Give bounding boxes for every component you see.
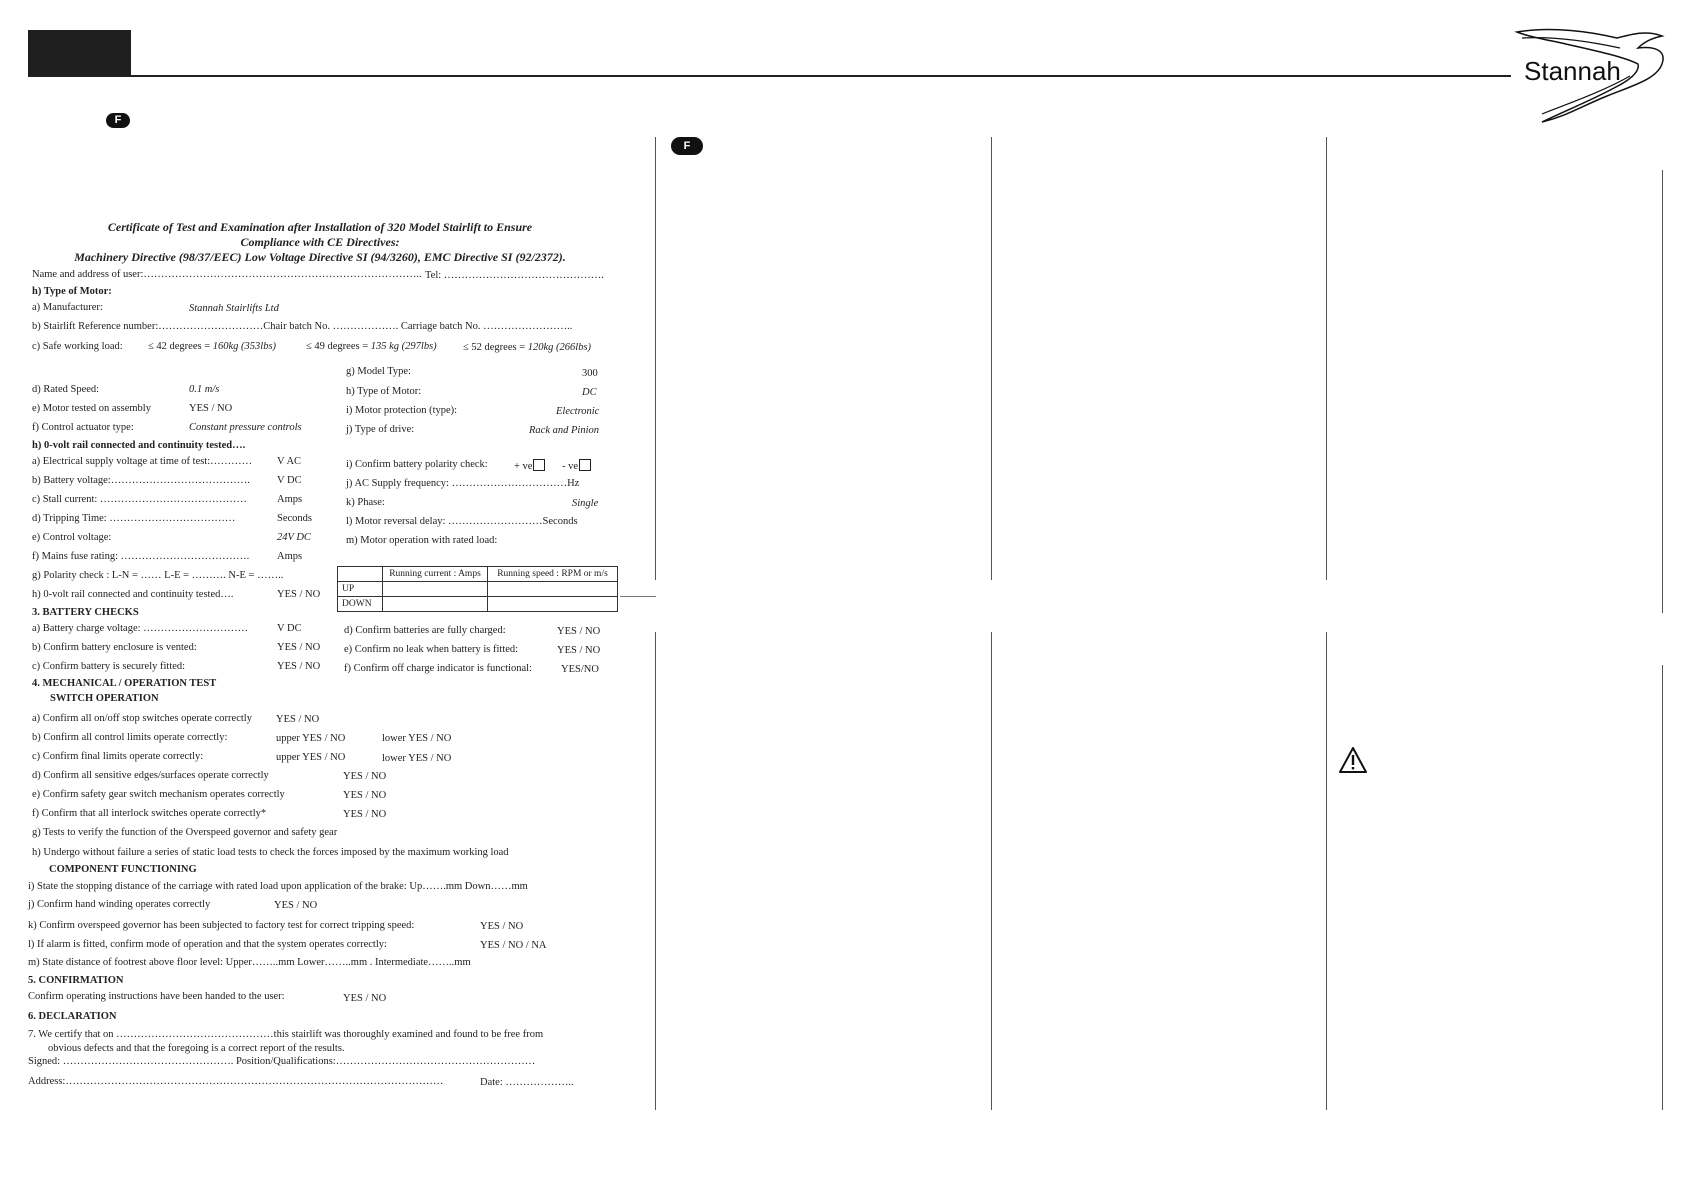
- load-52: ≤ 52 degrees = 120kg (266lbs): [463, 342, 592, 353]
- field-value: YES / NO: [343, 790, 387, 801]
- field-value: upper YES / NO: [276, 752, 346, 763]
- column-divider: [655, 137, 656, 580]
- motor-load-table: [337, 566, 618, 612]
- checkbox-negative[interactable]: [579, 459, 591, 471]
- field-value: YES / NO: [480, 921, 524, 932]
- field-label: i) State the stopping distance of the carriage with rated load upon application of the brake: Up…….mm Down……mm: [28, 881, 528, 892]
- field-label: b) Stairlift Reference number:…………………………Chair batch No. ………………. Carriage batch No. ……………………..: [32, 321, 573, 332]
- field-label: e) Confirm no leak when battery is fitted:: [344, 644, 519, 655]
- field-value: lower YES / NO: [382, 753, 452, 764]
- field-unit: Seconds: [277, 513, 312, 524]
- field-value: YES / NO: [277, 661, 321, 672]
- signed-line: Signed: …………………………………………. Position/Qualifications:…………………………………………………: [28, 1056, 536, 1067]
- section-heading: h) 0-volt rail connected and continuity tested….: [32, 440, 246, 451]
- field-value: lower YES / NO: [382, 733, 452, 744]
- field-value: YES / NO: [277, 642, 321, 653]
- field-label: d) Rated Speed:: [32, 384, 100, 395]
- polarity-positive: + ve: [514, 459, 545, 473]
- language-badge-left: F: [106, 113, 130, 128]
- section-heading: 5. CONFIRMATION: [28, 975, 124, 986]
- field-label: f) Mains fuse rating: ……………………………….: [32, 551, 250, 562]
- subsection-heading: COMPONENT FUNCTIONING: [49, 864, 197, 875]
- field-value: Electronic: [556, 406, 600, 417]
- field-label: g) Tests to verify the function of the Overspeed governor and safety gear: [32, 827, 338, 838]
- section-heading: 3. BATTERY CHECKS: [32, 607, 139, 618]
- field-unit: V DC: [277, 475, 302, 486]
- field-value: YES / NO: [274, 900, 318, 911]
- field-value: YES / NO: [557, 645, 601, 656]
- field-unit: Amps: [277, 494, 303, 505]
- field-label: b) Confirm all control limits operate correctly:: [32, 732, 228, 743]
- field-label: k) Confirm overspeed governor has been subjected to factory test for correct tripping speed:: [28, 920, 415, 931]
- table-cell: [383, 582, 488, 597]
- user-name-address: Name and address of user:……………………………………………………………………..: [32, 269, 422, 280]
- field-label: d) Confirm batteries are fully charged:: [344, 625, 506, 636]
- field-label: h) 0-volt rail connected and continuity tested….: [32, 589, 234, 600]
- row-divider: [620, 596, 656, 597]
- load-49: ≤ 49 degrees = 135 kg (297lbs): [306, 341, 437, 352]
- field-value: upper YES / NO: [276, 733, 346, 744]
- field-value: 300: [582, 368, 598, 379]
- subsection-heading: SWITCH OPERATION: [50, 693, 159, 704]
- field-label: g) Model Type:: [346, 366, 411, 377]
- field-value: Constant pressure controls: [189, 422, 302, 433]
- field-label: j) Confirm hand winding operates correctly: [28, 899, 211, 910]
- field-label: m) State distance of footrest above floor level: Upper……..mm Lower……..mm . Intermediate……..mm: [28, 957, 471, 968]
- certificate-title-line3: Machinery Directive (98/37/EEC) Low Voltage Directive SI (94/3260), EMC Directive SI (92/2372).: [74, 250, 566, 264]
- field-label: e) Confirm safety gear switch mechanism operates correctly: [32, 789, 285, 800]
- field-label: a) Manufacturer:: [32, 302, 103, 313]
- column-divider: [1662, 170, 1663, 613]
- column-divider: [655, 632, 656, 1110]
- field-label: i) Confirm battery polarity check:: [346, 459, 488, 470]
- field-label: b) Confirm battery enclosure is vented:: [32, 642, 197, 653]
- stannah-logo-text: Stannah: [1524, 56, 1621, 86]
- header-rule: [28, 75, 1511, 77]
- field-value: YES / NO: [557, 626, 601, 637]
- table-cell: [488, 582, 618, 597]
- field-label: c) Safe working load:: [32, 341, 123, 352]
- table-header: Running speed : RPM or m/s: [488, 567, 618, 582]
- column-divider: [1326, 137, 1327, 580]
- table-row-label: DOWN: [338, 597, 383, 612]
- table-cell: [338, 567, 383, 582]
- section-heading: h) Type of Motor:: [32, 286, 112, 297]
- table-cell: [488, 597, 618, 612]
- column-divider: [1326, 632, 1327, 1110]
- certificate-title-line1: Certificate of Test and Examination after Installation of 320 Model Stairlift to Ensure: [107, 220, 533, 234]
- field-label: i) Motor protection (type):: [346, 405, 458, 416]
- address-line: Address:………………………………………………………………………………………………: [28, 1076, 444, 1087]
- date-line: Date: ………………..: [480, 1077, 574, 1088]
- field-value: YES / NO: [343, 809, 387, 820]
- field-label: h) Undergo without failure a series of static load tests to check the forces imposed by the maximum working load: [32, 847, 509, 858]
- field-label: f) Control actuator type:: [32, 422, 134, 433]
- field-value: 0.1 m/s: [189, 384, 220, 395]
- field-label: m) Motor operation with rated load:: [346, 535, 498, 546]
- field-label: c) Stall current: ……………………………………: [32, 494, 247, 505]
- field-label: k) Phase:: [346, 497, 385, 508]
- column-divider: [1662, 665, 1663, 1110]
- field-value: YES / NO: [277, 589, 321, 600]
- field-value: YES / NO: [343, 993, 387, 1004]
- field-label: e) Control voltage:: [32, 532, 112, 543]
- polarity-negative: - ve: [562, 459, 591, 473]
- field-value: Stannah Stairlifts Ltd: [189, 303, 279, 314]
- load-42: ≤ 42 degrees = 160kg (353lbs): [148, 341, 277, 352]
- table-row-label: UP: [338, 582, 383, 597]
- field-label: a) Electrical supply voltage at time of test:…………: [32, 456, 253, 467]
- header-block: [28, 30, 131, 77]
- field-label: l) Motor reversal delay: ………………………Seconds: [346, 516, 578, 527]
- column-divider: [991, 137, 992, 580]
- field-value: Rack and Pinion: [529, 425, 599, 436]
- field-label: h) Type of Motor:: [346, 386, 422, 397]
- field-label: b) Battery voltage:………………………………….: [32, 475, 250, 486]
- field-unit: V AC: [277, 456, 302, 467]
- field-value: YES / NO: [276, 714, 320, 725]
- field-label: j) Type of drive:: [346, 424, 415, 435]
- field-unit: V DC: [277, 623, 302, 634]
- warning-icon: [1338, 746, 1368, 774]
- certificate-title-line2: Compliance with CE Directives:: [240, 235, 400, 249]
- field-value: YES / NO / NA: [480, 940, 547, 951]
- field-label: c) Confirm battery is securely fitted:: [32, 661, 186, 672]
- field-value: Single: [572, 498, 599, 509]
- field-label: l) If alarm is fitted, confirm mode of operation and that the system operates correctly:: [28, 939, 387, 950]
- field-label: j) AC Supply frequency: ……………………………Hz: [346, 478, 580, 489]
- field-label: a) Battery charge voltage: …………………………: [32, 623, 249, 634]
- field-value: 24V DC: [277, 532, 311, 543]
- field-value: YES / NO: [343, 771, 387, 782]
- field-label: f) Confirm off charge indicator is functional:: [344, 663, 532, 674]
- field-label: c) Confirm final limits operate correctly:: [32, 751, 204, 762]
- column-divider: [991, 632, 992, 1110]
- field-label: f) Confirm that all interlock switches operate correctly*: [32, 808, 267, 819]
- field-value: YES / NO: [189, 403, 233, 414]
- table-cell: [383, 597, 488, 612]
- field-value: YES/NO: [561, 664, 599, 675]
- field-label: a) Confirm all on/off stop switches operate correctly: [32, 713, 252, 724]
- field-label: g) Polarity check : L-N = …… L-E = ………. N-E = ……..: [32, 570, 284, 581]
- field-label: d) Confirm all sensitive edges/surfaces operate correctly: [32, 770, 269, 781]
- field-label: d) Tripping Time: ………………………………: [32, 513, 236, 524]
- field-value: DC: [582, 387, 597, 398]
- language-badge-right: F: [671, 137, 703, 155]
- field-unit: Amps: [277, 551, 303, 562]
- table-header: Running current : Amps: [383, 567, 488, 582]
- field-label: e) Motor tested on assembly: [32, 403, 151, 414]
- section-heading: 4. MECHANICAL / OPERATION TEST: [32, 678, 217, 689]
- checkbox-positive[interactable]: [533, 459, 545, 471]
- section-heading: 6. DECLARATION: [28, 1011, 117, 1022]
- declaration-line1: 7. We certify that on ………………………………………this stairlift was thoroughly examined and found to be free from: [28, 1029, 544, 1040]
- field-label: Confirm operating instructions have been handed to the user:: [28, 991, 285, 1002]
- user-tel: Tel: ……………………………………….: [425, 270, 604, 281]
- declaration-line2: obvious defects and that the foregoing is a correct report of the results.: [48, 1043, 345, 1054]
